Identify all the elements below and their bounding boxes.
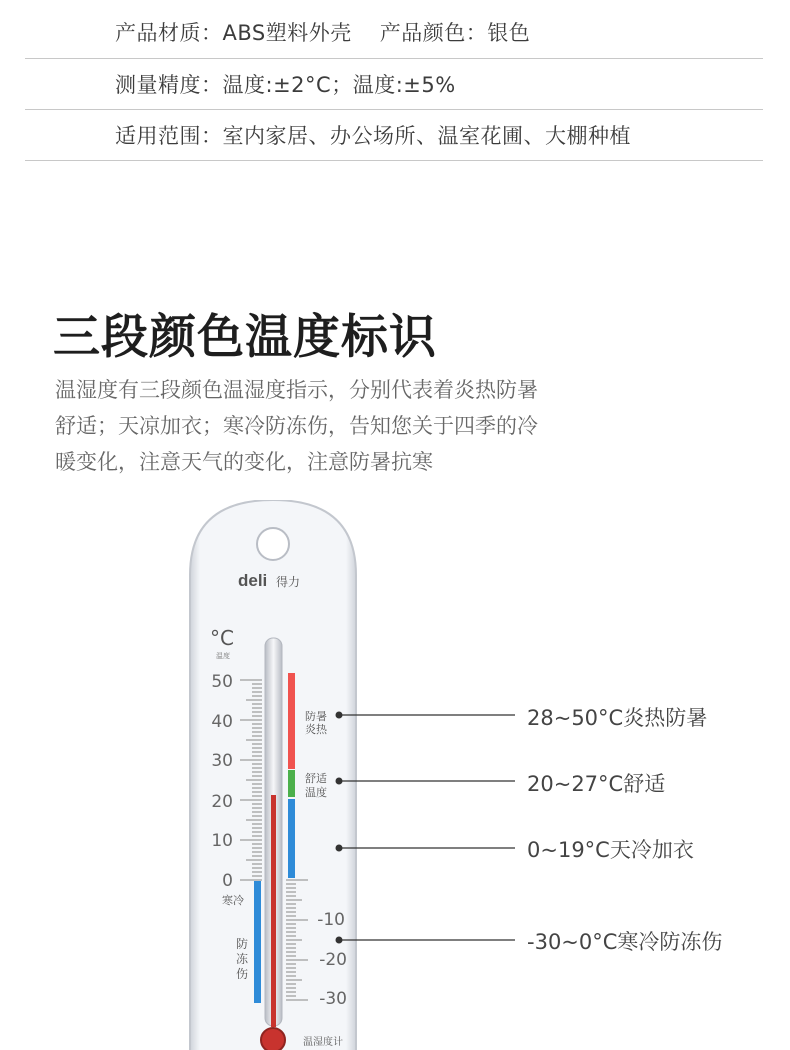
zone-hot-label: 炎热: [305, 723, 327, 736]
scale-label: 20: [211, 792, 233, 812]
scale-label: 40: [211, 712, 233, 732]
spec-usage: 适用范围：室内家居、办公场所、温室花圃、大棚种植: [115, 124, 631, 148]
zone-cold-label: 伤: [236, 967, 249, 981]
callout-label: 28~50°C炎热防暑: [527, 706, 708, 730]
liquid-column: [271, 795, 276, 1027]
brand-logo: deli: [238, 571, 268, 590]
zone-cold-label: 冻: [236, 952, 249, 966]
zone-cold-top: 寒冷: [222, 894, 244, 907]
section-title: 三段颜色温度标识: [53, 310, 437, 365]
unit-sub: 温度: [216, 652, 230, 660]
callout-comfort: [336, 772, 666, 796]
scale-label: -20: [319, 950, 347, 970]
callout-hot: [336, 706, 708, 730]
scale-label: -10: [317, 910, 345, 930]
callout-cold: [336, 930, 723, 954]
unit-symbol: °C: [210, 626, 234, 650]
scale-label: 0: [222, 871, 233, 891]
callout-label: 20~27°C舒适: [527, 772, 666, 796]
hanging-hole: [257, 528, 289, 560]
callout-label: -30~0°C寒冷防冻伤: [527, 930, 723, 954]
scale-label: 10: [211, 831, 233, 851]
spec-row-material: [25, 6, 763, 59]
zone-comfort-label: 舒适: [305, 772, 327, 785]
zone-cold-label: 防: [236, 937, 249, 951]
spec-row-accuracy: [25, 59, 763, 110]
brand-cn: 得力: [276, 575, 301, 589]
thermometer-figure: [0, 500, 790, 1050]
zone-cold-bar: [254, 881, 261, 1003]
desc-line: 舒适；天凉加衣；寒冷防冻伤，告知您关于四季的冷: [55, 414, 538, 438]
spec-accuracy: 测量精度：温度:±2°C；温度:±5%: [115, 73, 456, 97]
bulb: [261, 1028, 285, 1050]
spec-color: 产品颜色：银色: [379, 21, 531, 45]
spec-material: 产品材质：ABS塑料外壳: [115, 21, 352, 45]
scale-label: -30: [319, 989, 347, 1009]
zone-hot-bar: [288, 673, 295, 769]
zone-cool-bar: [288, 799, 295, 878]
desc-line: 温湿度有三段颜色温湿度指示，分别代表着炎热防暑: [55, 378, 538, 402]
callout-cool: [336, 838, 694, 862]
zone-comfort-bar: [288, 770, 295, 797]
zone-comfort-label: 温度: [305, 786, 327, 799]
zone-hot-label: 防暑: [305, 710, 327, 723]
thermometer-footer: 温湿度计: [303, 1037, 343, 1048]
desc-line: 暖变化，注意天气的变化，注意防暑抗寒: [55, 450, 433, 474]
callout-label: 0~19°C天冷加衣: [527, 838, 694, 862]
section-description: [55, 372, 635, 480]
scale-label: 50: [211, 672, 233, 692]
scale-label: 30: [211, 751, 233, 771]
spec-row-usage: [25, 110, 763, 161]
